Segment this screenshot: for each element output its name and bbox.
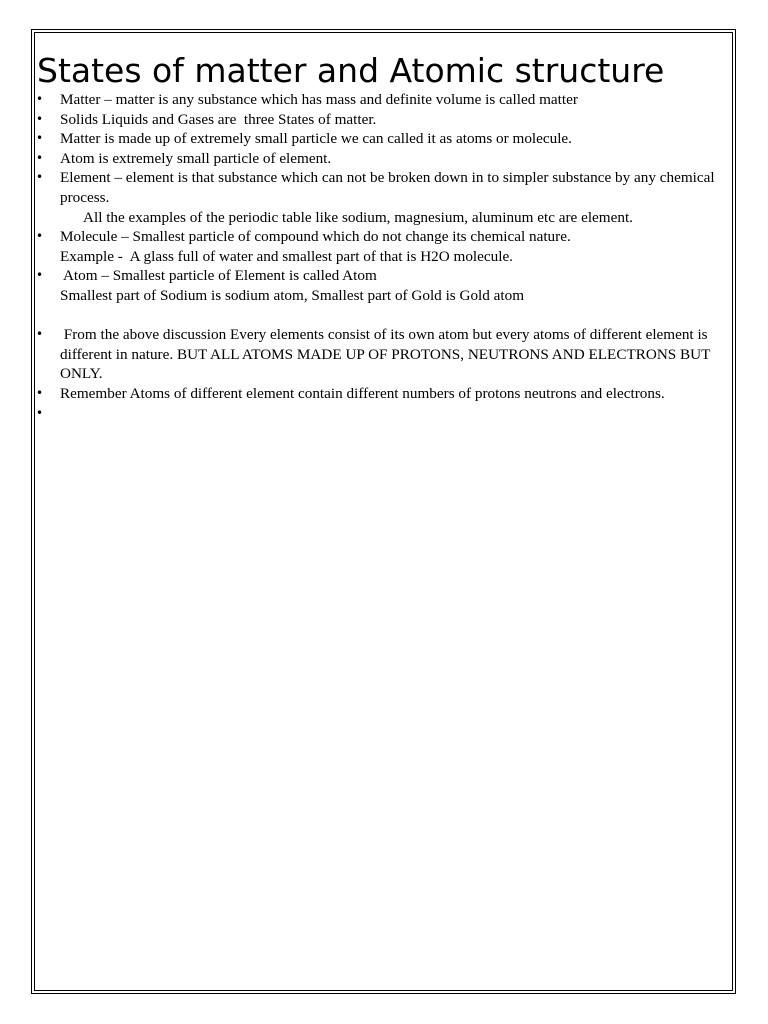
list-item-text: All the examples of the periodic table like sodium, magnesium, aluminum etc are element. xyxy=(83,208,633,226)
bullet-icon: • xyxy=(36,111,44,126)
bullet-icon: • xyxy=(36,150,44,165)
document-title: States of matter and Atomic structure xyxy=(37,51,665,90)
document-body xyxy=(36,90,734,423)
list-item-text: Atom – Smallest particle of Element is called Atom xyxy=(60,267,377,285)
bullet-icon: • xyxy=(36,92,44,106)
bullet-icon: • xyxy=(36,405,44,420)
list-item xyxy=(36,227,734,247)
list-item-text: Atom is extremely small particle of element. xyxy=(60,149,332,167)
list-item-empty xyxy=(36,404,734,424)
bullet-icon: • xyxy=(36,131,44,146)
list-item-text: Matter is made up of extremely small particle we can called it as atoms or molecule. xyxy=(60,130,572,148)
list-item xyxy=(36,149,734,169)
list-item-continuation xyxy=(36,286,734,306)
list-item-text: Example - A glass full of water and smallest part of that is H2O molecule. xyxy=(60,247,513,265)
list-item-text: Molecule – Smallest particle of compound which do not change its chemical nature. xyxy=(60,228,571,246)
list-item xyxy=(36,129,734,149)
list-item-text: Smallest part of Sodium is sodium atom, Smallest part of Gold is Gold atom xyxy=(60,286,525,304)
list-item-text: Solids Liquids and Gases are three States of matter. xyxy=(60,110,377,128)
list-item-text: Element – element is that substance which can not be broken down in to simpler substance by any chemical process. xyxy=(60,169,715,206)
bullet-icon: • xyxy=(36,268,44,283)
bullet-icon: • xyxy=(36,385,44,400)
list-item xyxy=(36,325,734,384)
list-item-text: From the above discussion Every elements consist of its own atom but every atoms of different element is different in nature. BUT ALL ATOMS MADE UP OF PROTONS, NEUTRONS AND ELECTRONS BUT ONLY. xyxy=(60,326,714,383)
list-item xyxy=(36,90,734,110)
bullet-icon: • xyxy=(36,170,44,185)
bullet-icon: • xyxy=(36,327,44,342)
blank-line xyxy=(36,306,734,326)
bullet-icon: • xyxy=(36,229,44,244)
list-item xyxy=(36,384,734,404)
list-item-continuation xyxy=(36,247,734,267)
list-item xyxy=(36,110,734,130)
list-item xyxy=(36,266,734,286)
list-item xyxy=(36,168,734,207)
list-item-text: Remember Atoms of different element contain different numbers of protons neutrons and electrons. xyxy=(60,384,665,402)
list-item-text: Matter – matter is any substance which has mass and definite volume is called matter xyxy=(60,91,578,108)
list-item-continuation xyxy=(36,208,734,228)
